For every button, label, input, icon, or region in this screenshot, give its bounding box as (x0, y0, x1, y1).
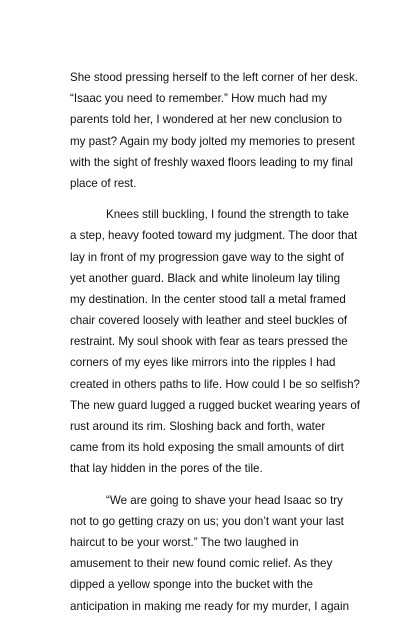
text-line: created in others paths to life. How could I be so selfish? (70, 377, 361, 391)
text-line: haircut to be your worst.” The two laughed in (70, 535, 299, 549)
text-line: with the sight of freshly waxed floors leading to my final (70, 155, 353, 169)
text-line: came from its hold exposing the small amounts of dirt (70, 441, 344, 455)
paragraph-spacer (70, 194, 360, 204)
paragraph-spacer (70, 480, 360, 490)
text-line: dipped a yellow sponge into the bucket with the (70, 578, 313, 592)
text-line: anticipation in making me ready for my murder, I again (70, 599, 350, 613)
text-line: a step, heavy footed toward my judgment. The door that (70, 229, 358, 243)
text-line: restraint. My soul shook with fear as tears pressed the (70, 335, 348, 349)
text-line: not to go getting crazy on us; you don’t want your last (70, 514, 344, 528)
paragraph-2 (70, 204, 360, 479)
text-line: “Isaac you need to remember.” How much had my (70, 92, 328, 106)
text-line: yet another guard. Black and white linoleum lay tiling (70, 271, 341, 285)
text-line: that lay hidden in the pores of the tile. (70, 462, 263, 476)
text-line: amusement to their new found comic relief. As they (70, 557, 333, 571)
text-line: parents told her, I wondered at her new conclusion to (70, 113, 342, 127)
text-line: my past? Again my body jolted my memories to present (70, 134, 355, 148)
body-text (70, 67, 360, 617)
text-line: place of rest. (70, 176, 137, 190)
paragraph-3 (70, 490, 360, 617)
text-line: corners of my eyes like mirrors into the ripples I had (70, 356, 336, 370)
text-line: my destination. In the center stood tall a metal framed (70, 292, 346, 306)
text-line-indented: Knees still buckling, I found the strength to take (106, 208, 349, 222)
paragraph-1 (70, 67, 360, 194)
text-line: chair covered loosely with leather and steel buckles of (70, 314, 348, 328)
text-line: lay in front of my progression gave way to the sight of (70, 250, 344, 264)
text-line-indented: “We are going to shave your head Isaac so try (106, 493, 343, 507)
text-line: She stood pressing herself to the left corner of her desk. (70, 71, 359, 84)
text-line: The new guard lugged a rugged bucket wearing years of (70, 398, 361, 412)
text-line: rust around its rim. Sloshing back and forth, water (70, 420, 326, 433)
